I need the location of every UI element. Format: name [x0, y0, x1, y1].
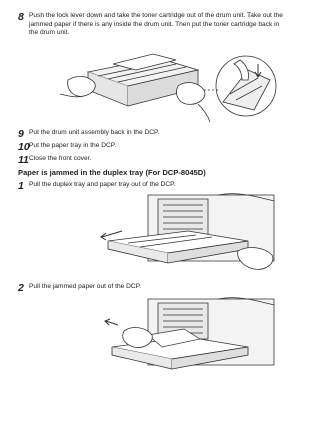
step-number: 1: [18, 180, 24, 192]
step-number: 11: [18, 154, 29, 166]
step-9: [18, 129, 288, 138]
step-text: Pull the jammed paper out of the DCP.: [29, 283, 142, 290]
step-text: Put the drum unit assembly back in the DCP.: [29, 129, 160, 136]
step-2: [18, 283, 288, 292]
step-text: Put the paper tray in the DCP.: [29, 142, 117, 149]
step-number: 9: [18, 128, 24, 140]
step-number: 10: [18, 141, 30, 153]
duplex-tray-illustration: [88, 191, 288, 275]
step-number: 8: [18, 11, 24, 23]
drum-unit-illustration: [58, 50, 280, 124]
step-8: [18, 12, 288, 38]
step-number: 2: [18, 282, 24, 294]
step-1: [18, 181, 288, 190]
step-11: [18, 155, 288, 164]
section-heading: Paper is jammed in the duplex tray (For DCP-8045D): [18, 168, 206, 177]
step-text: Pull the duplex tray and paper tray out of the DCP.: [29, 181, 176, 188]
jammed-paper-illustration: [88, 295, 288, 379]
step-text: Push the lock lever down and take the toner cartridge out of the drum unit. Take out the jammed paper if there is any inside the drum unit. Then put the toner cartridge back in the drum unit.: [29, 12, 283, 37]
step-text: Close the front cover.: [29, 155, 92, 162]
step-10: [18, 142, 288, 151]
